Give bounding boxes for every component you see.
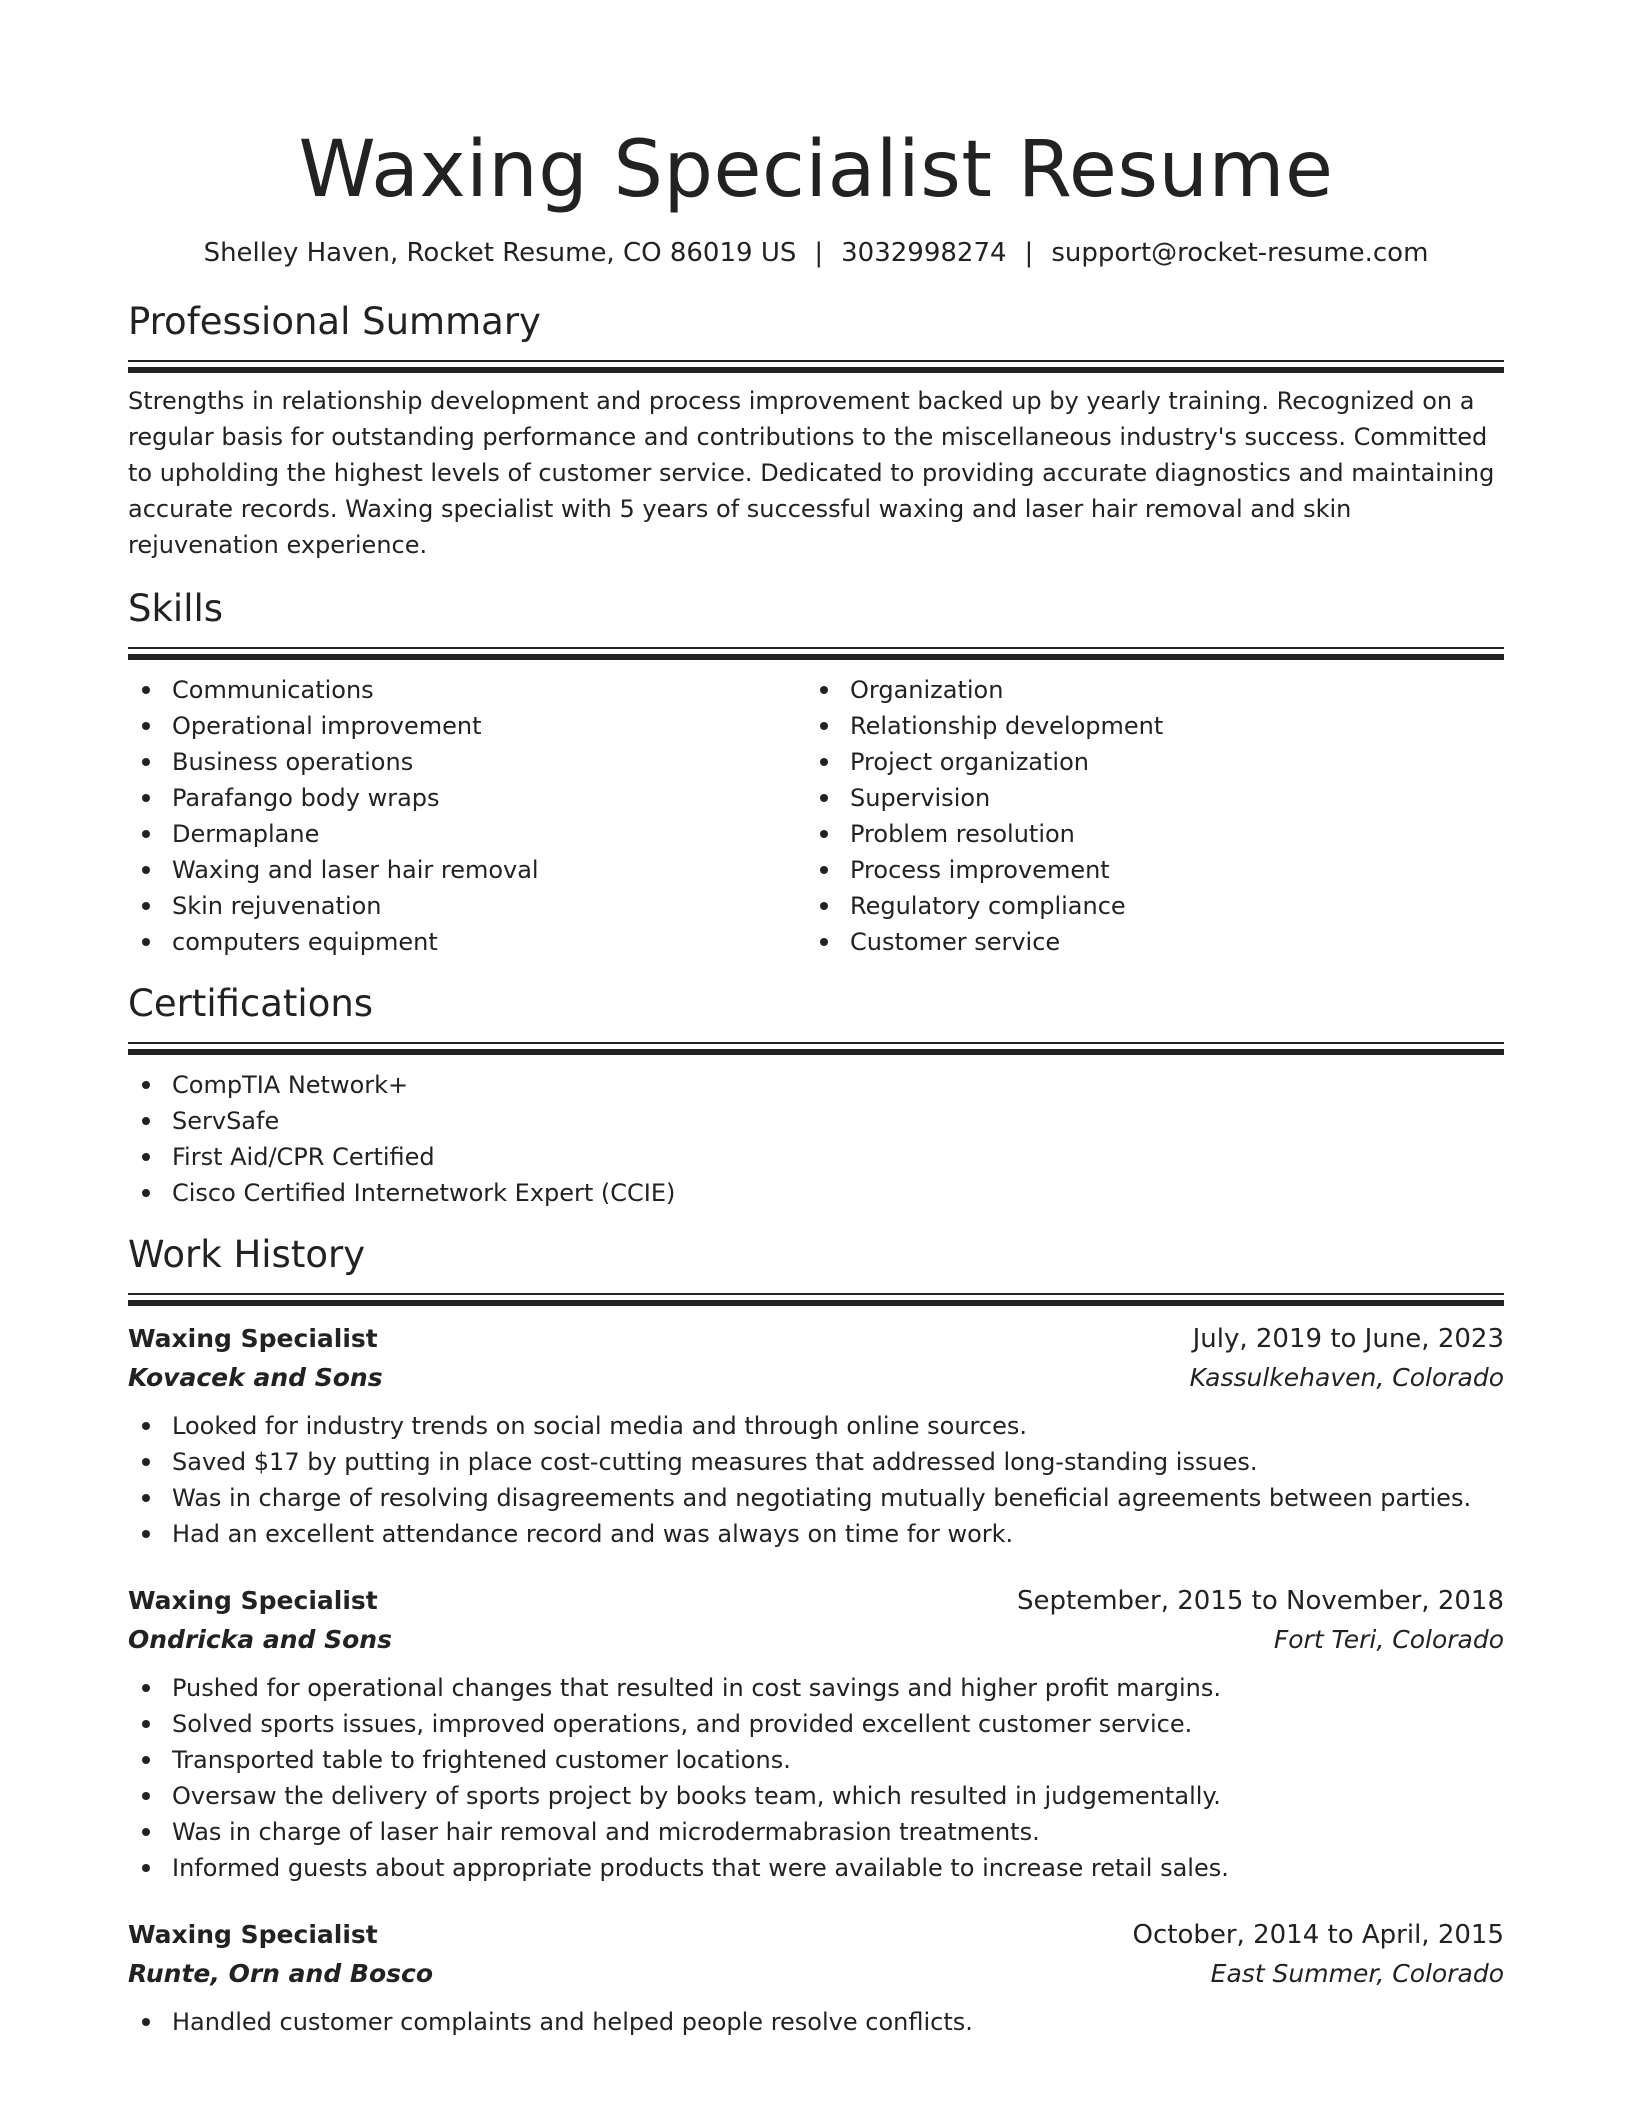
skills-list-right (806, 672, 1484, 960)
skill-item: Operational improvement (128, 708, 806, 744)
job-bullet: Oversaw the delivery of sports project by books team, which resulted in judgementally. (128, 1778, 1504, 1814)
job-bullets (128, 1408, 1504, 1552)
job-bullets (128, 1670, 1504, 1886)
skill-item: Dermaplane (128, 816, 806, 852)
job-bullet: Solved sports issues, improved operations, and provided excellent customer service. (128, 1706, 1504, 1742)
skill-item: Communications (128, 672, 806, 708)
job-header (128, 1916, 1504, 1954)
section-divider (128, 647, 1504, 660)
section-heading-skills: Skills (128, 587, 224, 630)
contact-separator: | (1024, 238, 1034, 268)
job-location: Kassulkehaven, Colorado (1189, 1363, 1504, 1392)
certification-item: Cisco Certified Internetwork Expert (CCIE) (128, 1175, 1504, 1211)
job-entry (128, 1582, 1504, 1886)
job-location: Fort Teri, Colorado (1273, 1625, 1504, 1654)
contact-address: Shelley Haven, Rocket Resume, CO 86019 US (203, 238, 797, 268)
job-dates: September, 2015 to November, 2018 (1017, 1586, 1504, 1616)
skill-item: computers equipment (128, 924, 806, 960)
summary-section (128, 298, 1504, 563)
contact-email: support@rocket-resume.com (1051, 238, 1429, 268)
skill-item: Parafango body wraps (128, 780, 806, 816)
skill-item: Relationship development (806, 708, 1484, 744)
job-location: East Summer, Colorado (1210, 1959, 1504, 1988)
job-company: Runte, Orn and Bosco (128, 1959, 434, 1988)
section-heading-summary: Professional Summary (128, 300, 541, 343)
job-entry (128, 1320, 1504, 1552)
skill-item: Skin rejuvenation (128, 888, 806, 924)
certification-item: CompTIA Network+ (128, 1067, 1504, 1103)
job-entry (128, 1916, 1504, 2040)
work-history-section (128, 1231, 1504, 2040)
section-divider (128, 1042, 1504, 1055)
job-bullet: Informed guests about appropriate products that were available to increase retail sales. (128, 1850, 1504, 1886)
skill-item: Regulatory compliance (806, 888, 1484, 924)
skill-item: Business operations (128, 744, 806, 780)
certifications-list (128, 1067, 1504, 1211)
certification-item: First Aid/CPR Certified (128, 1139, 1504, 1175)
resume-title: Waxing Specialist Resume (298, 125, 1334, 215)
contact-separator: | (814, 238, 824, 268)
job-bullet: Transported table to frightened customer locations. (128, 1742, 1504, 1778)
job-bullet: Was in charge of laser hair removal and microdermabrasion treatments. (128, 1814, 1504, 1850)
job-subheader (128, 1954, 1504, 1994)
skill-item: Process improvement (806, 852, 1484, 888)
job-header (128, 1582, 1504, 1620)
job-bullet: Pushed for operational changes that resulted in cost savings and higher profit margins. (128, 1670, 1504, 1706)
job-bullet: Was in charge of resolving disagreements and negotiating mutually beneficial agreements between parties. (128, 1480, 1504, 1516)
skills-columns (128, 672, 1504, 960)
job-title: Waxing Specialist (128, 1324, 378, 1353)
job-bullet: Saved $17 by putting in place cost-cutting measures that addressed long-standing issues. (128, 1444, 1504, 1480)
job-company: Ondricka and Sons (128, 1625, 392, 1654)
contact-phone: 3032998274 (841, 238, 1007, 268)
section-divider (128, 360, 1504, 373)
skill-item: Project organization (806, 744, 1484, 780)
job-company: Kovacek and Sons (128, 1363, 383, 1392)
job-subheader (128, 1358, 1504, 1398)
job-bullets (128, 2004, 1504, 2040)
skill-item: Waxing and laser hair removal (128, 852, 806, 888)
skill-item: Problem resolution (806, 816, 1484, 852)
skills-list-left (128, 672, 806, 960)
job-header (128, 1320, 1504, 1358)
job-dates: July, 2019 to June, 2023 (1192, 1324, 1504, 1354)
job-subheader (128, 1620, 1504, 1660)
skills-section (128, 585, 1504, 960)
resume-page (128, 0, 1504, 2040)
certifications-section (128, 980, 1504, 1211)
section-divider (128, 1293, 1504, 1306)
job-bullet: Had an excellent attendance record and was always on time for work. (128, 1516, 1504, 1552)
skill-item: Supervision (806, 780, 1484, 816)
job-bullet: Looked for industry trends on social media and through online sources. (128, 1408, 1504, 1444)
job-title: Waxing Specialist (128, 1920, 378, 1949)
contact-line (128, 236, 1504, 270)
job-bullet: Handled customer complaints and helped people resolve conflicts. (128, 2004, 1504, 2040)
skill-item: Customer service (806, 924, 1484, 960)
skill-item: Organization (806, 672, 1484, 708)
summary-text: Strengths in relationship development and process improvement backed up by yearly training. Recognized on a regular basis for outstanding performance and contributions to the miscellaneous industry's success. Committed to upholding the highest levels of customer service. Dedicated to providing accurate diagnostics and maintaining accurate records. Waxing specialist with 5 years of successful waxing and laser hair removal and skin rejuvenation experience. (128, 387, 1495, 559)
certification-item: ServSafe (128, 1103, 1504, 1139)
section-heading-work-history: Work History (128, 1233, 366, 1276)
job-title: Waxing Specialist (128, 1586, 378, 1615)
section-heading-certifications: Certifications (128, 982, 374, 1025)
job-dates: October, 2014 to April, 2015 (1132, 1920, 1504, 1950)
